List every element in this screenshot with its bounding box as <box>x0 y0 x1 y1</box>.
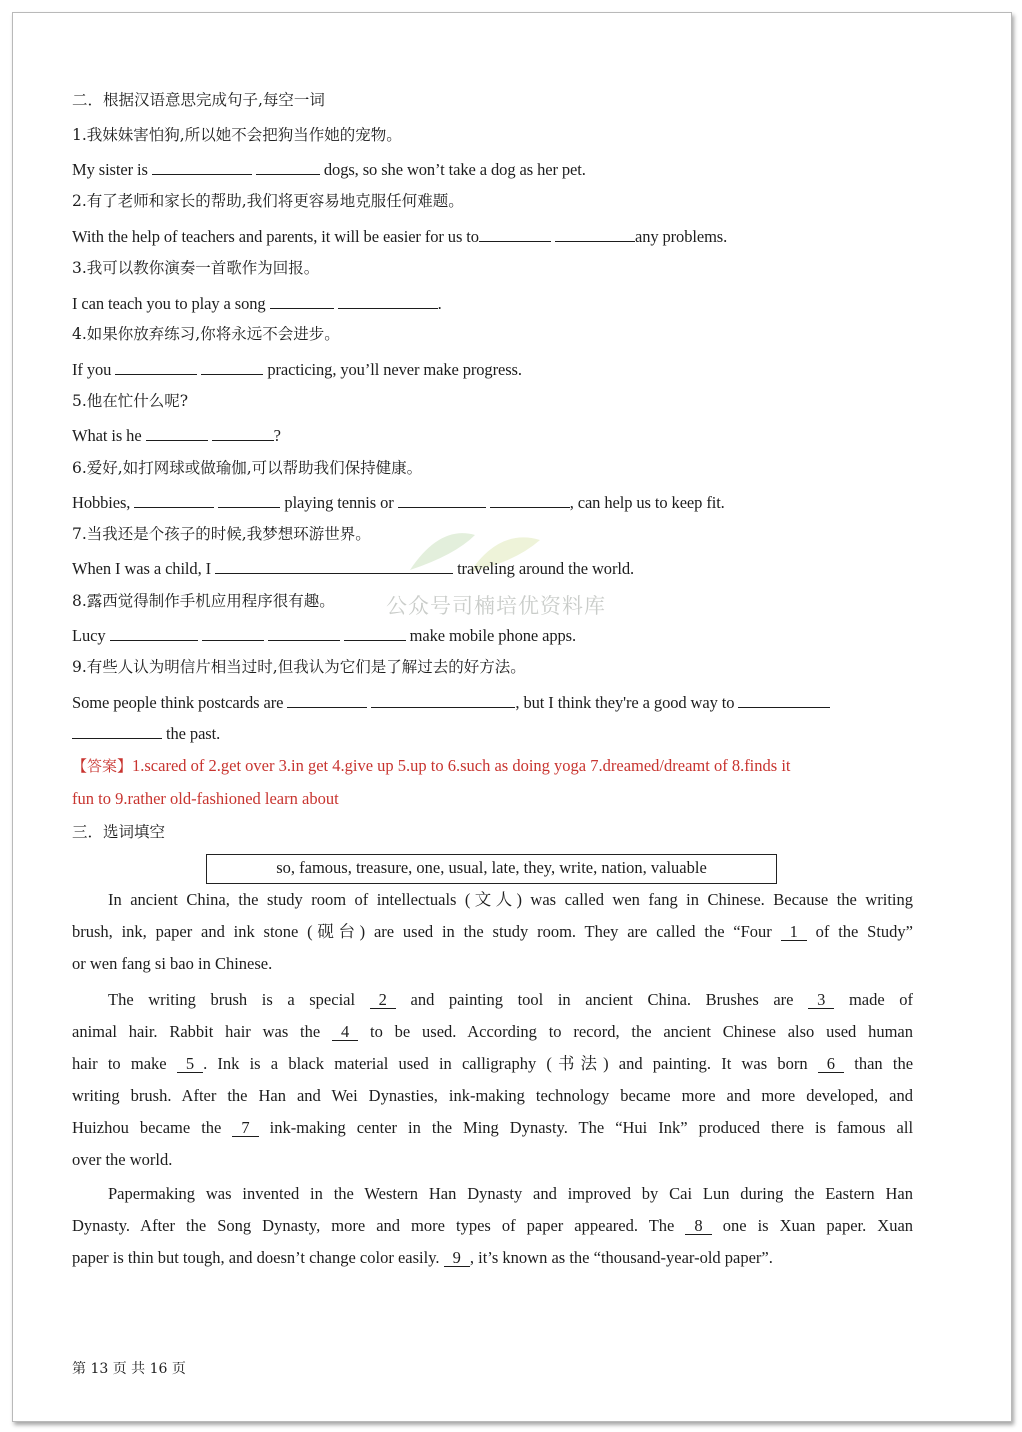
blank-input[interactable] <box>212 425 274 441</box>
passage-line: The writing brush is a special 2 and painting tool in ancient China. Brushes are 3 made of <box>108 990 914 1009</box>
item6-english: Hobbies, playing tennis or , can help us to keep fit. <box>72 493 725 512</box>
numbered-blank[interactable]: 7 <box>232 1119 258 1137</box>
section2-title: 二．根据汉语意思完成句子,每空一词 <box>72 91 325 109</box>
item7-chinese: 7.当我还是个孩子的时候,我梦想环游世界。 <box>72 525 371 543</box>
blank-input[interactable] <box>134 492 214 508</box>
passage-line: hair to make 5 . Ink is a black material used in calligraphy (书法) and painting. It was born 6 than the <box>72 1054 914 1073</box>
blank-input[interactable] <box>479 226 551 242</box>
numbered-blank[interactable]: 1 <box>781 923 807 941</box>
section3-title: 三．选词填空 <box>72 823 166 841</box>
answer-line-1: 【答案】1.scared of 2.get over 3.in get 4.give up 5.up to 6.such as doing yoga 7.dreamed/dreamt of 8.finds it <box>72 756 791 775</box>
blank-input[interactable] <box>152 159 252 175</box>
blank-input[interactable] <box>218 492 280 508</box>
item4-chinese: 4.如果你放弃练习,你将永远不会进步。 <box>72 325 340 343</box>
blank-input[interactable] <box>215 558 387 574</box>
passage-paragraph-2 <box>72 986 913 1178</box>
item1-english: My sister is dogs, so she won’t take a dog as her pet. <box>72 160 586 179</box>
blank-input[interactable] <box>115 359 197 375</box>
item8-english: Lucy make mobile phone apps. <box>72 626 576 645</box>
answer-line-2: fun to 9.rather old-fashioned learn about <box>72 789 339 808</box>
item7-english: When I was a child, I traveling around the world. <box>72 559 634 578</box>
passage-paragraph-3 <box>72 1180 913 1276</box>
passage-line: animal hair. Rabbit hair was the 4 to be used. According to record, the ancient Chinese also used human <box>72 1022 914 1041</box>
passage-line: Papermaking was invented in the Western Han Dynasty and improved by Cai Lun during the Eastern Han <box>108 1184 913 1203</box>
item3-english: I can teach you to play a song . <box>72 294 442 313</box>
blank-input[interactable] <box>270 293 334 309</box>
passage-line: Huizhou became the 7 ink-making center in the Ming Dynasty. The “Hui Ink” produced there is famous all <box>72 1118 914 1137</box>
blank-input[interactable] <box>344 625 406 641</box>
numbered-blank[interactable]: 8 <box>685 1217 711 1235</box>
blank-input[interactable] <box>338 293 438 309</box>
passage-line: or wen fang si bao in Chinese. <box>72 954 273 973</box>
item9-english-line1: Some people think postcards are , but I think they're a good way to <box>72 692 830 713</box>
passage-line: paper is thin but tough, and doesn’t change color easily. 9 , it’s known as the “thousand-year-old paper”. <box>72 1248 773 1267</box>
numbered-blank[interactable]: 3 <box>808 991 834 1009</box>
blank-input[interactable] <box>72 723 162 739</box>
blank-input[interactable] <box>738 692 830 708</box>
passage-paragraph-1 <box>72 886 913 982</box>
blank-input[interactable] <box>202 625 264 641</box>
numbered-blank[interactable]: 5 <box>177 1055 203 1073</box>
item2-english: With the help of teachers and parents, it will be easier for us to any problems. <box>72 227 728 246</box>
passage-line: writing brush. After the Han and Wei Dynasties, ink-making technology became more and more developed, and <box>72 1086 913 1105</box>
passage-line: In ancient China, the study room of intellectuals (文人) was called wen fang in Chinese. Because the writing <box>108 890 913 909</box>
item1-chinese: 1.我妹妹害怕狗,所以她不会把狗当作她的宠物。 <box>72 126 402 144</box>
numbered-blank[interactable]: 6 <box>818 1055 844 1073</box>
item4-english: If you practicing, you’ll never make progress. <box>72 360 522 379</box>
blank-input[interactable] <box>146 425 208 441</box>
item5-english: What is he ? <box>72 426 281 445</box>
item6-chinese: 6.爱好,如打网球或做瑜伽,可以帮助我们保持健康。 <box>72 459 423 477</box>
numbered-blank[interactable]: 2 <box>370 991 396 1009</box>
item3-chinese: 3.我可以教你演奏一首歌作为回报。 <box>72 259 320 277</box>
blank-input[interactable] <box>371 692 515 708</box>
blank-input[interactable] <box>201 359 263 375</box>
blank-input[interactable] <box>256 159 320 175</box>
numbered-blank[interactable]: 4 <box>332 1023 358 1041</box>
passage-line: Dynasty. After the Song Dynasty, more and more types of paper appeared. The 8 one is Xuan paper. Xuan <box>72 1216 914 1235</box>
passage-line: brush, ink, paper and ink stone (砚台) are used in the study room. They are called the “Four 1 of the Study” <box>72 922 913 941</box>
item9-chinese: 9.有些人认为明信片相当过时,但我认为它们是了解过去的好方法。 <box>72 658 526 676</box>
item2-chinese: 2.有了老师和家长的帮助,我们将更容易地克服任何难题。 <box>72 192 464 210</box>
numbered-blank[interactable]: 9 <box>444 1249 470 1267</box>
blank-input[interactable] <box>110 625 198 641</box>
blank-input[interactable] <box>387 558 453 574</box>
blank-input[interactable] <box>398 492 486 508</box>
blank-input[interactable] <box>490 492 570 508</box>
blank-input[interactable] <box>287 692 367 708</box>
word-bank-box: so, famous, treasure, one, usual, late, they, write, nation, valuable <box>206 854 777 884</box>
item5-chinese: 5.他在忙什么呢? <box>72 392 189 410</box>
page-number-footer: 第 13 页 共 16 页 <box>72 1361 186 1377</box>
blank-input[interactable] <box>268 625 340 641</box>
answer-tag: 【答案】 <box>72 757 133 775</box>
item9-english-line2: the past. <box>72 723 220 744</box>
blank-input[interactable] <box>555 226 635 242</box>
watermark-text: 公众号司楠培优资料库 <box>386 594 606 618</box>
passage-line: over the world. <box>72 1150 173 1169</box>
item8-chinese: 8.露西觉得制作手机应用程序很有趣。 <box>72 592 335 610</box>
